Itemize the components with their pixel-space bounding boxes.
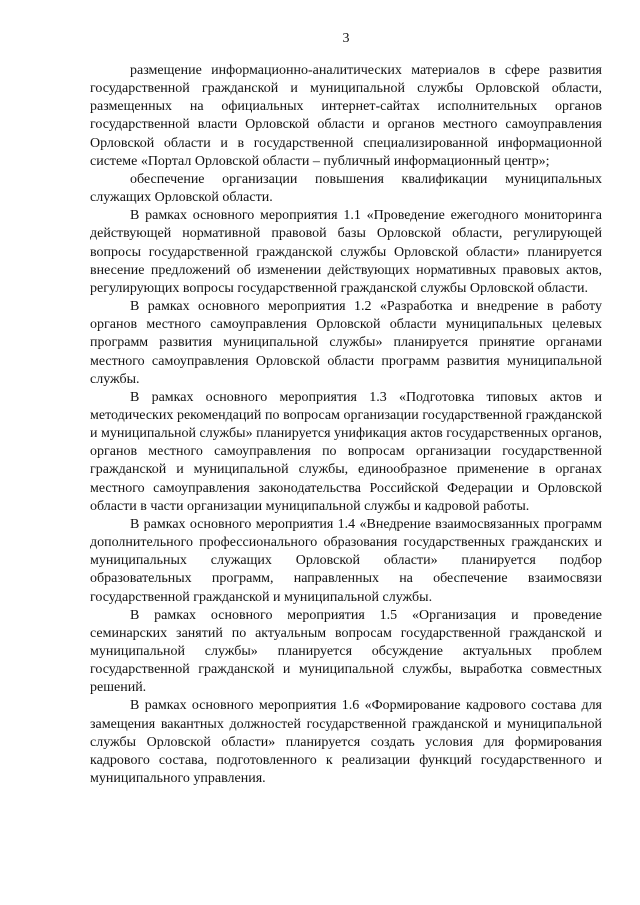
paragraph-measure-1-1: В рамках основного мероприятия 1.1 «Проведение ежегодного мониторинга действующей нормативной правовой базы Орловской области, регулирующей вопросы государственной гражданской службы Орловской области» планируется внесение предложений об изменении действующих нормативных правовых актов, регулирующих вопросы государственной гражданской службы Орловской области. <box>90 208 602 296</box>
paragraph-measure-1-4: В рамках основного мероприятия 1.4 «Внедрение взаимосвязанных программ дополнительного профессионального образования государственных гражданских и муниципальных служащих Орловской области» планируется подбор образовательных программ, направленных на обеспечение взаимосвязи государственной гражданской и муниципальной службы. <box>90 516 602 605</box>
document-body <box>90 62 602 788</box>
paragraph-measure-1-3: В рамках основного мероприятия 1.3 «Подготовка типовых актов и методических рекомендаций по вопросам организации государственной гражданской и муниципальной службы» планируется унификация актов государственных органов, органов местного самоуправления по вопросам организации государственной гражданской и муниципальной службы, единообразное применение в органах местного самоуправления законодательства Российской Федерации и Орловской области в части организации муниципальной службы и кадровой работы. <box>90 389 602 514</box>
paragraph-portal-info: размещение информационно-аналитических материалов в сфере развития государственной гражданской и муниципальной службы Орловской области, размещенных на официальных интернет-сайтах исполнительных органов государственной власти Орловской области и органов местного самоуправления Орловской области и в государственной специализированной информационной системе «Портал Орловской области – публичный информационный центр»; <box>90 63 602 169</box>
paragraph-qualification: обеспечение организации повышения квалификации муниципальных служащих Орловской области. <box>90 171 602 206</box>
paragraph-measure-1-5: В рамках основного мероприятия 1.5 «Организация и проведение семинарских занятий по актуальным вопросам государственной гражданской и муниципальной службы» планируется обсуждение актуальных проблем государственной гражданской и муниципальной службы, выработка совместных решений. <box>90 607 602 696</box>
paragraph-measure-1-6: В рамках основного мероприятия 1.6 «Формирование кадрового состава для замещения вакантных должностей государственной гражданской и муниципальной службы Орловской области» планируется создать условия для формирования кадрового состава, подготовленного к реализации функций государственного и муниципального управления. <box>90 698 602 787</box>
page-number: 3 <box>342 31 350 46</box>
paragraph-measure-1-2: В рамках основного мероприятия 1.2 «Разработка и внедрение в работу органов местного самоуправления Орловской области муниципальных целевых программ развития муниципальной службы» планируется принятие органами местного самоуправления Орловской области программ развития муниципальной службы. <box>90 299 602 387</box>
